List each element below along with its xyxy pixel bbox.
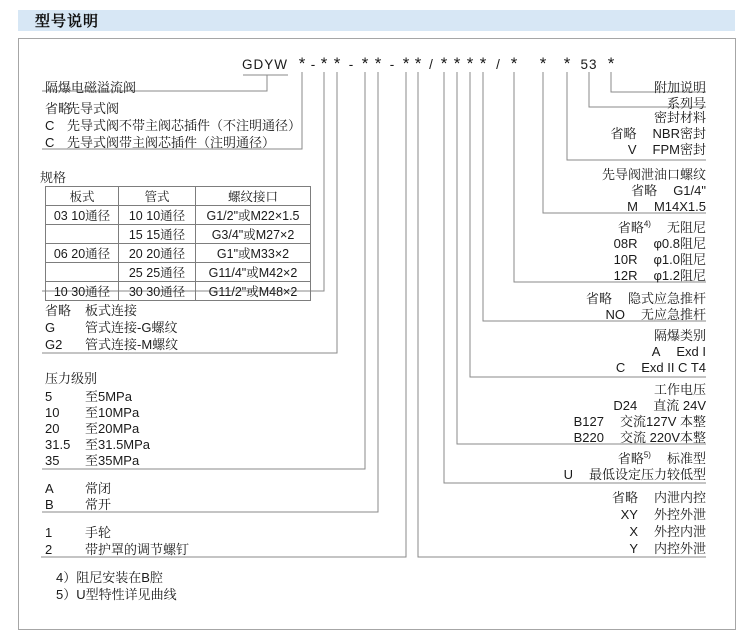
exd-class-row: A Exd I [651, 344, 706, 359]
footnote-5: 5）U型特性详见曲线 [56, 587, 177, 602]
spec-table-header-row [46, 187, 311, 206]
connection-row: G 管式连接-G螺纹 [45, 320, 178, 335]
connection-row: 省略 板式连接 [45, 303, 138, 318]
spec-table [45, 186, 311, 301]
pressure-row: 20 至20MPa [45, 421, 140, 436]
model-code-star: * [414, 54, 422, 73]
control-drain-row: X 外控内泄 [629, 524, 706, 539]
control-drain-row: 省略 内泄内控 [611, 490, 706, 505]
page-title: 型号说明 [35, 13, 100, 30]
spec-table-row: 06 20通径 20 20通径 G1"或M33×2 [46, 244, 311, 263]
voltage-row: B127 交流127V 本整 [573, 414, 706, 429]
model-code-star: * [466, 54, 474, 73]
pressure-row: 31.5 至31.5MPa [45, 437, 151, 452]
model-code-dash: - [389, 57, 395, 72]
pilot-type-row: 省略 先导式阀 [45, 101, 120, 116]
footnote-4: 4）阻尼安装在B腔 [56, 570, 163, 585]
model-code-star: * [333, 54, 341, 73]
adjustment-row: 1 手轮 [45, 525, 112, 540]
section-header-bar [18, 10, 735, 31]
voltage-label: 工作电压 [653, 382, 706, 397]
spec-col-pipe: 管式 [119, 187, 196, 206]
spec-label: 规格 [40, 170, 67, 185]
pressure-label: 压力级别 [45, 371, 98, 386]
connection-block [45, 302, 178, 353]
model-code-dash: - [310, 57, 316, 72]
pilot-type-block [45, 100, 301, 151]
spec-table-row: 25 25通径 G11/4"或M42×2 [46, 263, 311, 282]
footnote-ref-4: 4) [643, 219, 651, 229]
model-code-star: * [479, 54, 487, 73]
model-code-star: * [361, 54, 369, 73]
exd-class-block [616, 328, 706, 376]
model-code-star: * [510, 54, 518, 73]
additional-note-label: 附加说明 [653, 80, 706, 95]
model-code-star: * [453, 54, 461, 73]
spec-col-thread: 螺纹接口 [196, 187, 311, 206]
drain-thread-row: 省略 G1/4" [631, 183, 706, 198]
drain-thread-block [602, 167, 706, 215]
pilot-type-row: C 先导式阀不带主阀芯插件（不注明通径） [45, 118, 302, 133]
pushrod-block [586, 291, 706, 323]
control-drain-block [612, 489, 706, 557]
damping-row: 省略$^{4)}$ 无阻尼 [617, 219, 706, 235]
seal-material-label: 密封材料 [653, 110, 706, 125]
pushrod-row: NO 无应急推杆 [605, 307, 706, 322]
variant-row: U 最低设定压力较低型 [563, 467, 706, 482]
damping-row: 10R φ1.0阻尼 [613, 252, 706, 267]
variant-row: 省略$^{5)}$ 标准型 [617, 450, 706, 466]
normal-state-row: B 常开 [45, 497, 112, 512]
exd-class-label: 隔爆类别 [653, 328, 706, 343]
adjustment-row: 2 带护罩的调节螺钉 [45, 542, 190, 557]
model-code-star: * [402, 54, 410, 73]
pressure-row: 5 至5MPa [45, 389, 132, 404]
control-drain-row: XY 外控外泄 [620, 507, 706, 522]
footnote-ref-5: 5) [643, 450, 651, 460]
seal-material-block [611, 110, 706, 158]
model-code-star: * [320, 54, 328, 73]
spec-col-plate: 板式 [46, 187, 119, 206]
model-code-slash: / [429, 57, 433, 72]
damping-row: 12R φ1.2阻尼 [613, 268, 706, 283]
voltage-row: D24 直流 24V [613, 398, 706, 413]
model-code-dash: - [348, 57, 354, 72]
drain-thread-row: M M14X1.5 [627, 199, 706, 214]
model-code-prefix: GDYW [242, 57, 288, 72]
damping-block [614, 220, 706, 284]
spec-table-row: 15 15通径 G3/4"或M27×2 [46, 225, 311, 244]
model-code-star: * [298, 54, 306, 73]
model-code-star: * [374, 54, 382, 73]
adjustment-block [45, 524, 189, 558]
seal-row: V FPM密封 [627, 142, 706, 157]
drain-thread-label: 先导阀泄油口螺纹 [601, 167, 706, 182]
voltage-block [574, 382, 706, 446]
pressure-row: 10 至10MPa [45, 405, 140, 420]
model-code-star: * [563, 54, 571, 73]
valve-name-label: 隔爆电磁溢流阀 [45, 80, 137, 95]
model-code-slash: / [496, 57, 500, 72]
model-code-star: * [539, 54, 547, 73]
model-code-star: * [440, 54, 448, 73]
pilot-type-row: C 先导式阀带主阀芯插件（注明通径） [45, 135, 276, 150]
damping-row: 08R φ0.8阻尼 [613, 236, 706, 251]
series-number-label: 系列号 [666, 96, 706, 111]
spec-table-row: 03 10通径 10 10通径 G1/2"或M22×1.5 [46, 206, 311, 225]
variant-block [564, 451, 706, 483]
control-drain-row: Y 内控外泄 [629, 541, 706, 556]
voltage-row: B220 交流 220V本整 [573, 430, 706, 445]
model-code-star: * [607, 54, 615, 73]
pushrod-row: 省略 隐式应急推杆 [585, 291, 706, 306]
pressure-row: 35 至35MPa [45, 453, 140, 468]
connection-row: G2 管式连接-M螺纹 [45, 337, 179, 352]
normal-state-row: A 常闭 [45, 481, 112, 496]
pressure-block [45, 389, 150, 469]
spec-table-row: 10 30通径 30 30通径 G11/2"或M48×2 [46, 282, 311, 301]
normal-state-block [45, 481, 111, 513]
exd-class-row: C Exd II C T4 [615, 360, 706, 375]
model-code-series: 53 [580, 57, 598, 72]
seal-row: 省略 NBR密封 [610, 126, 706, 141]
